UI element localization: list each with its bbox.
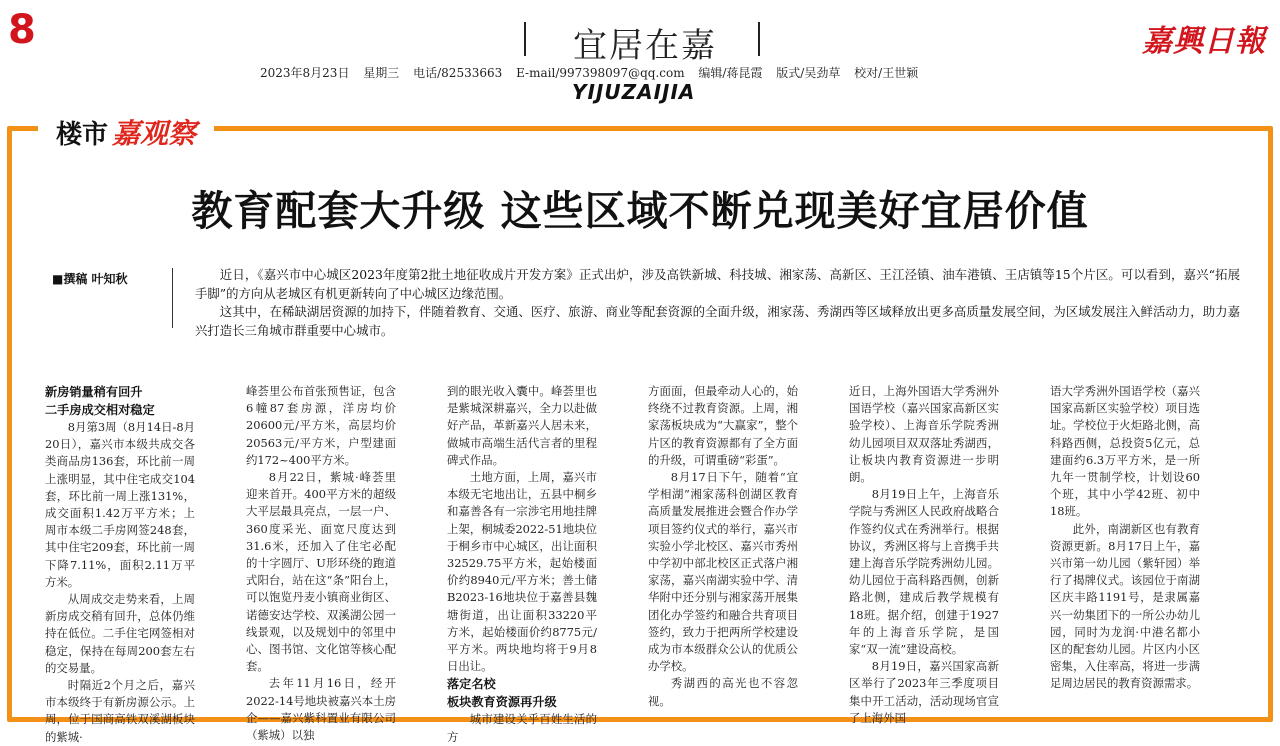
body-paragraph: 秀湖西的高光也不容忽视。	[648, 676, 798, 708]
article-column-1	[45, 383, 195, 746]
meta-email: E-mail/997398097@qq.com	[516, 66, 685, 80]
body-paragraph: 8月19日上午，上海音乐学院与秀洲区人民政府战略合作签约仪式在秀洲举行。根据协议，秀洲区将与上音携手共建上海音乐学院秀洲幼儿园。幼儿园位于高科路西侧，创新路北侧，建成后教学规模有18班。据介绍，创建于1927年的上海音乐学院，是国家“双一流”建设高校。	[849, 487, 999, 657]
article-column-3	[447, 383, 597, 746]
meta-proof: 校对/王世颖	[854, 66, 919, 80]
meta-weekday: 星期三	[363, 66, 400, 80]
newspaper-logo: 嘉興日報	[1142, 24, 1266, 59]
column-label-main: 楼市	[56, 119, 109, 150]
body-paragraph: 从周成交走势来看，上周新房成交稍有回升，总体仍维持在低位。二手住宅网签相对稳定，保持在每周200套左右的交易量。	[45, 592, 195, 675]
body-paragraph: 峰荟里公布首张预售证，包含6幢87套房源，洋房均价20600元/平方米，高层均价20563元/平方米，户型建面约172~400平方米。	[246, 384, 396, 467]
body-paragraph: 语大学秀洲外国语学校（嘉兴国家高新区实验学校）项目选址。学校位于火炬路北侧，高科路西侧，总投资5亿元，总建面约6.3万平方米，是一所九年一贯制学校，计划设60个班，其中小学42班、初中18班。	[1050, 384, 1200, 519]
meta-layout: 版式/吴劲草	[776, 66, 841, 80]
column-label-accent: 嘉观察	[112, 117, 197, 150]
body-paragraph: 8月第3周（8月14日-8月20日），嘉兴市本级共成交各类商品房136套，环比前一周上涨明显，其中住宅成交104套，环比前一周上涨131%，成交面积1.42万平方米；上周市本级二手房网签248套，其中住宅209套，环比前一周下降7.11%，面积2.11万平方米。	[45, 420, 195, 589]
byline-divider	[172, 268, 173, 328]
article-headline: 教育配套大升级 这些区域不断兑现美好宜居价值	[191, 187, 1089, 235]
body-paragraph: 土地方面，上周，嘉兴市本级无宅地出让，五县中桐乡和嘉善各有一宗涉宅用地挂牌上架，桐城委2022-51地块位于桐乡市中心城区，出让面积32529.75平方米，起始楼面价约8940元/平方米；善土储B2023-16地块位于嘉善县魏塘街道，出让面积33220平方米，起始楼面价约8775元/平方米。两块地均将于9月8日出让。	[447, 470, 597, 674]
header-divider-right	[758, 22, 760, 56]
subheading: 新房销量稍有回升	[45, 385, 143, 399]
body-paragraph: 8月17日下午，随着“宜学相湖”湘家荡科创湖区教育高质量发展推进会暨合作办学项目签约仪式的举行，嘉兴市实验小学北校区、嘉兴市秀州中学初中部北校区正式落户湘家荡，嘉兴南湖实验中学、清华附中还分别与湘家荡开展集团化办学签约和融合共育项目签约，致力于把两所学校建设成为市本级群众公认的优质公办学校。	[648, 470, 798, 674]
body-paragraph: 时隔近2个月之后，嘉兴市本级终于有新房源公示。上周，位于国商高铁双溪湖板块的紫城·	[45, 678, 195, 744]
meta-editor: 编辑/蒋昆霞	[698, 66, 763, 80]
body-paragraph: 城市建设关乎百姓生活的方	[447, 712, 597, 744]
column-label	[38, 113, 214, 151]
lead-paragraph: 近日，《嘉兴市中心城区2023年度第2批土地征收成片开发方案》正式出炉，涉及高铁新城、科技城、湘家荡、高新区、王江泾镇、油车港镇、王店镇等15个片区。可以看到，嘉兴“拓展手脚”的方向从老城区有机更新转向了中心城区边缘范围。	[195, 267, 1240, 301]
article-lead	[195, 266, 1240, 340]
subheading: 二手房成交相对稳定	[45, 403, 155, 417]
page-meta	[260, 64, 1020, 81]
lead-paragraph: 这其中，在稀缺湖居资源的加持下，伴随着教育、交通、医疗、旅游、商业等配套资源的全面升级，湘家荡、秀湖西等区域释放出更多高质量发展空间，为区域发展注入鲜活动力，助力嘉兴打造长三角城市群重要中心城市。	[195, 304, 1240, 338]
body-paragraph: 到的眼光收入囊中。峰荟里也是紫城深耕嘉兴，全力以赴做好产品，革新嘉兴人居未来，做城市高端生活代言者的里程碑式作品。	[447, 384, 597, 467]
section-title: 宜居在嘉	[573, 26, 717, 66]
article-column-5	[849, 383, 999, 727]
subheading: 板块教育资源再升级	[447, 695, 557, 710]
body-paragraph: 8月19日，嘉兴国家高新区举行了2023年三季度项目集中开工活动，活动现场官宣了上海外国	[849, 659, 999, 725]
body-paragraph: 去年11月16日，经开2022-14号地块被嘉兴本土房企——嘉兴紫科置业有限公司（紫城）以独	[246, 676, 396, 743]
page-number: 8	[8, 7, 36, 53]
body-paragraph: 此外，南湖新区也有教育资源更新。8月17日上午，嘉兴市第一幼儿园（紫轩园）举行了揭牌仪式。该园位于南湖区庆丰路1191号，是隶属嘉兴一幼集团下的一所公办幼儿园，同时为龙润·中港名都小区的配套幼儿园。片区内小区密集，入住率高，将进一步满足周边居民的教育资源需求。	[1050, 521, 1200, 691]
article-column-6	[1050, 383, 1200, 693]
meta-date: 2023年8月23日	[260, 66, 350, 80]
article-column-2	[246, 383, 396, 744]
byline: ■撰稿 叶知秋	[52, 272, 128, 286]
meta-phone: 电话/82533663	[413, 66, 503, 80]
subheading: 落定名校	[447, 677, 496, 692]
section-pinyin: YIJUZAIJIA	[572, 80, 696, 104]
body-paragraph: 方面面，但最牵动人心的，始终绕不过教育资源。上周，湘家荡板块成为“大赢家”，整个片区的教育资源都有了全方面的升级，可谓重磅“彩蛋”。	[648, 384, 798, 467]
body-paragraph: 近日，上海外国语大学秀洲外国语学校（嘉兴国家高新区实验学校）、上海音乐学院秀洲幼儿园项目双双落址秀湖西，让板块内教育资源进一步明朗。	[849, 384, 999, 485]
body-paragraph: 8月22日，紫城·峰荟里迎来首开。400平方米的超级大平层最具亮点，一层一户、360度采光、面宽尺度达到31.6米，还加入了住宅必配的十字圆厅、U形环绕的跑道式阳台，站在这“条”阳台上，可以饱览丹麦小镇商业街区、诺德安达学校、双溪湖公园一线景观，以及规划中的邻里中心、图书馆、文化馆等核心配套。	[246, 470, 396, 674]
article-column-4	[648, 383, 798, 710]
